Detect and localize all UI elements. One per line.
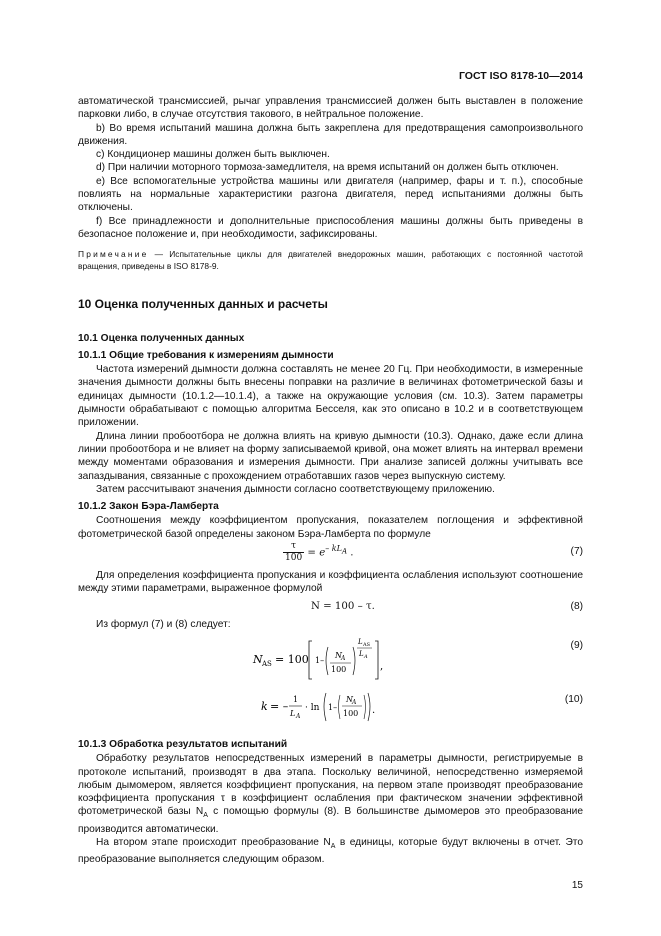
svg-text:,: ,: [380, 660, 384, 672]
subscript: A: [203, 812, 208, 820]
note-label: Примечание: [78, 249, 149, 260]
svg-text:· ln: · ln: [305, 702, 320, 713]
svg-text:A: A: [352, 698, 357, 706]
svg-text:= 100: = 100: [275, 652, 309, 666]
formula-10-number: (10): [564, 693, 583, 705]
list-item-d: d) При наличии моторного тормоза-замедлителя, на время испытаний он должен быть отключен.: [96, 162, 559, 174]
paragraph: Соотношения между коэффициентом пропускания, показателем поглощения и эффективной фотометрической базой определены законом Бэра-Ламберта по формуле: [78, 515, 583, 540]
svg-text:A: A: [341, 654, 346, 662]
svg-text:100: 100: [343, 708, 359, 718]
formula-7-number: (7): [570, 546, 583, 558]
formula-7: [78, 541, 583, 569]
section-10-1-1-title: 10.1.1 Общие требования к измерениям дымности: [78, 349, 334, 361]
section-10-1-3-title: 10.1.3 Обработка результатов испытаний: [78, 738, 288, 750]
page-number: 15: [571, 880, 583, 891]
paragraph: Из формул (7) и (8) следует:: [96, 618, 231, 630]
formula-9: [78, 635, 583, 683]
note: [78, 249, 583, 272]
svg-text:N: N: [346, 694, 353, 704]
paragraph-text: Обработку результатов непосредственных измерений в параметры дымности, регистрируемые в протоколе испытаний, производят в два этапа. Поскольку величиной, непосредственно измеряемой любым дымомером, является коэффициент пропускания, на первом этапе производят преобразование коэффициента пропускания τ в коэффициент ослабления при фактическом значении эффективной фотометрической базы N: [78, 753, 583, 818]
note-text: — Испытательные циклы для двигателей внедорожных машин, работающих с постоянной частотой вращения, приведены в ISO 8178-9.: [78, 249, 583, 271]
paragraph: Затем рассчитывают значения дымности согласно соответствующему приложению.: [96, 483, 495, 495]
section-10-title: 10 Оценка полученных данных и расчеты: [78, 297, 328, 312]
svg-text:AS: AS: [262, 659, 272, 668]
subscript: A: [330, 843, 336, 851]
formula-8-number: (8): [570, 600, 583, 612]
formula-9-expression: [248, 635, 388, 683]
paragraph: [78, 752, 583, 836]
list-item-e: e) Все вспомогательные устройства машины или двигателя (например, фары и т. п.), способные повлиять на нормальные характеристики разгона двигателя, перед испытаниями должны быть отключены.: [78, 175, 583, 214]
svg-text:N: N: [335, 650, 342, 660]
svg-text:100: 100: [331, 664, 347, 674]
svg-text:L: L: [359, 649, 364, 658]
svg-text:1–: 1–: [328, 702, 338, 712]
svg-text:.: .: [372, 704, 376, 716]
formula-10-expression: [258, 689, 388, 725]
paragraph-text: На втором этапе происходит преобразование N: [96, 837, 331, 849]
svg-text:N: N: [253, 652, 263, 666]
formula-7-expression: $\frac{\tau}{100}$ = $e^{- kL_A}$ .: [285, 541, 354, 564]
section-10-1-2-title: 10.1.2 Закон Бэра-Ламберта: [78, 501, 219, 513]
paragraph: Для определения коэффициента пропускания и коэффициента ослабления используют соотношение между этими параметрами, выраженное формулой: [78, 570, 583, 595]
list-item-c: c) Кондиционер машины должен быть выключен.: [96, 149, 330, 161]
formula-8-expression: N = 100 – τ.: [311, 600, 375, 612]
document-header: ГОСТ ISO 8178-10—2014: [458, 70, 583, 82]
paragraph: автоматической трансмиссией, рычаг управления трансмиссией должен быть выставлен в положение парковки либо, в случае отсутствия такового, в нейтральное положение.: [78, 96, 583, 121]
svg-text:AS: AS: [363, 641, 371, 648]
svg-text:1–: 1–: [315, 655, 325, 665]
list-item-b: b) Во время испытаний машина должна быть закреплена для предотвращения самопроизвольного движения.: [78, 122, 583, 147]
paragraph-text: с помощью формулы (8). В большинстве дымомеров это преобразование производится автоматически.: [78, 806, 583, 835]
svg-text:L: L: [290, 708, 296, 718]
svg-text:1: 1: [293, 694, 299, 704]
svg-text:L: L: [358, 637, 363, 646]
paragraph-text: в единицы, которые будут включены в отчет. Это преобразование выполняется следующим образом.: [78, 837, 583, 866]
paragraph: Длина линии пробоотбора не должна влиять на кривую дымности (10.3). Однако, даже если длина линии пробоотбора и не влияет на форму записываемой кривой, она может влиять на интервал времени между моментами образования и измерения дымности. При анализе записей должны учитывать все запаздывания, связанные с прохождением отработавших газов через выпускную систему.: [78, 430, 583, 482]
svg-text:k: k: [261, 699, 268, 713]
formula-8: [78, 600, 583, 618]
page-body: [78, 95, 583, 867]
list-item-f: f) Все принадлежности и дополнительные приспособления машины должны быть приведены в безопасное положение и, при необходимости, зафиксированы.: [78, 215, 583, 240]
svg-text:A: A: [296, 712, 301, 720]
formula-10: [78, 689, 583, 725]
svg-text:= –: = –: [270, 699, 289, 713]
paragraph: Частота измерений дымности должна составлять не менее 20 Гц. При необходимости, в измеренные значения дымности должны быть внесены поправки на различие в величинах фотометрической базы и единицах дымности (10.1.2—10.1.4), а также на окружающие условия (см. 10.3). Затем параметры дымности обрабатывают с помощью алгоритма Бесселя, как это описано в 10.2 и в соответствующем приложении.: [78, 364, 583, 429]
paragraph: [78, 836, 583, 867]
formula-9-number: (9): [570, 639, 583, 651]
svg-text:A: A: [364, 653, 368, 660]
section-10-1-title: 10.1 Оценка полученных данных: [78, 332, 245, 344]
